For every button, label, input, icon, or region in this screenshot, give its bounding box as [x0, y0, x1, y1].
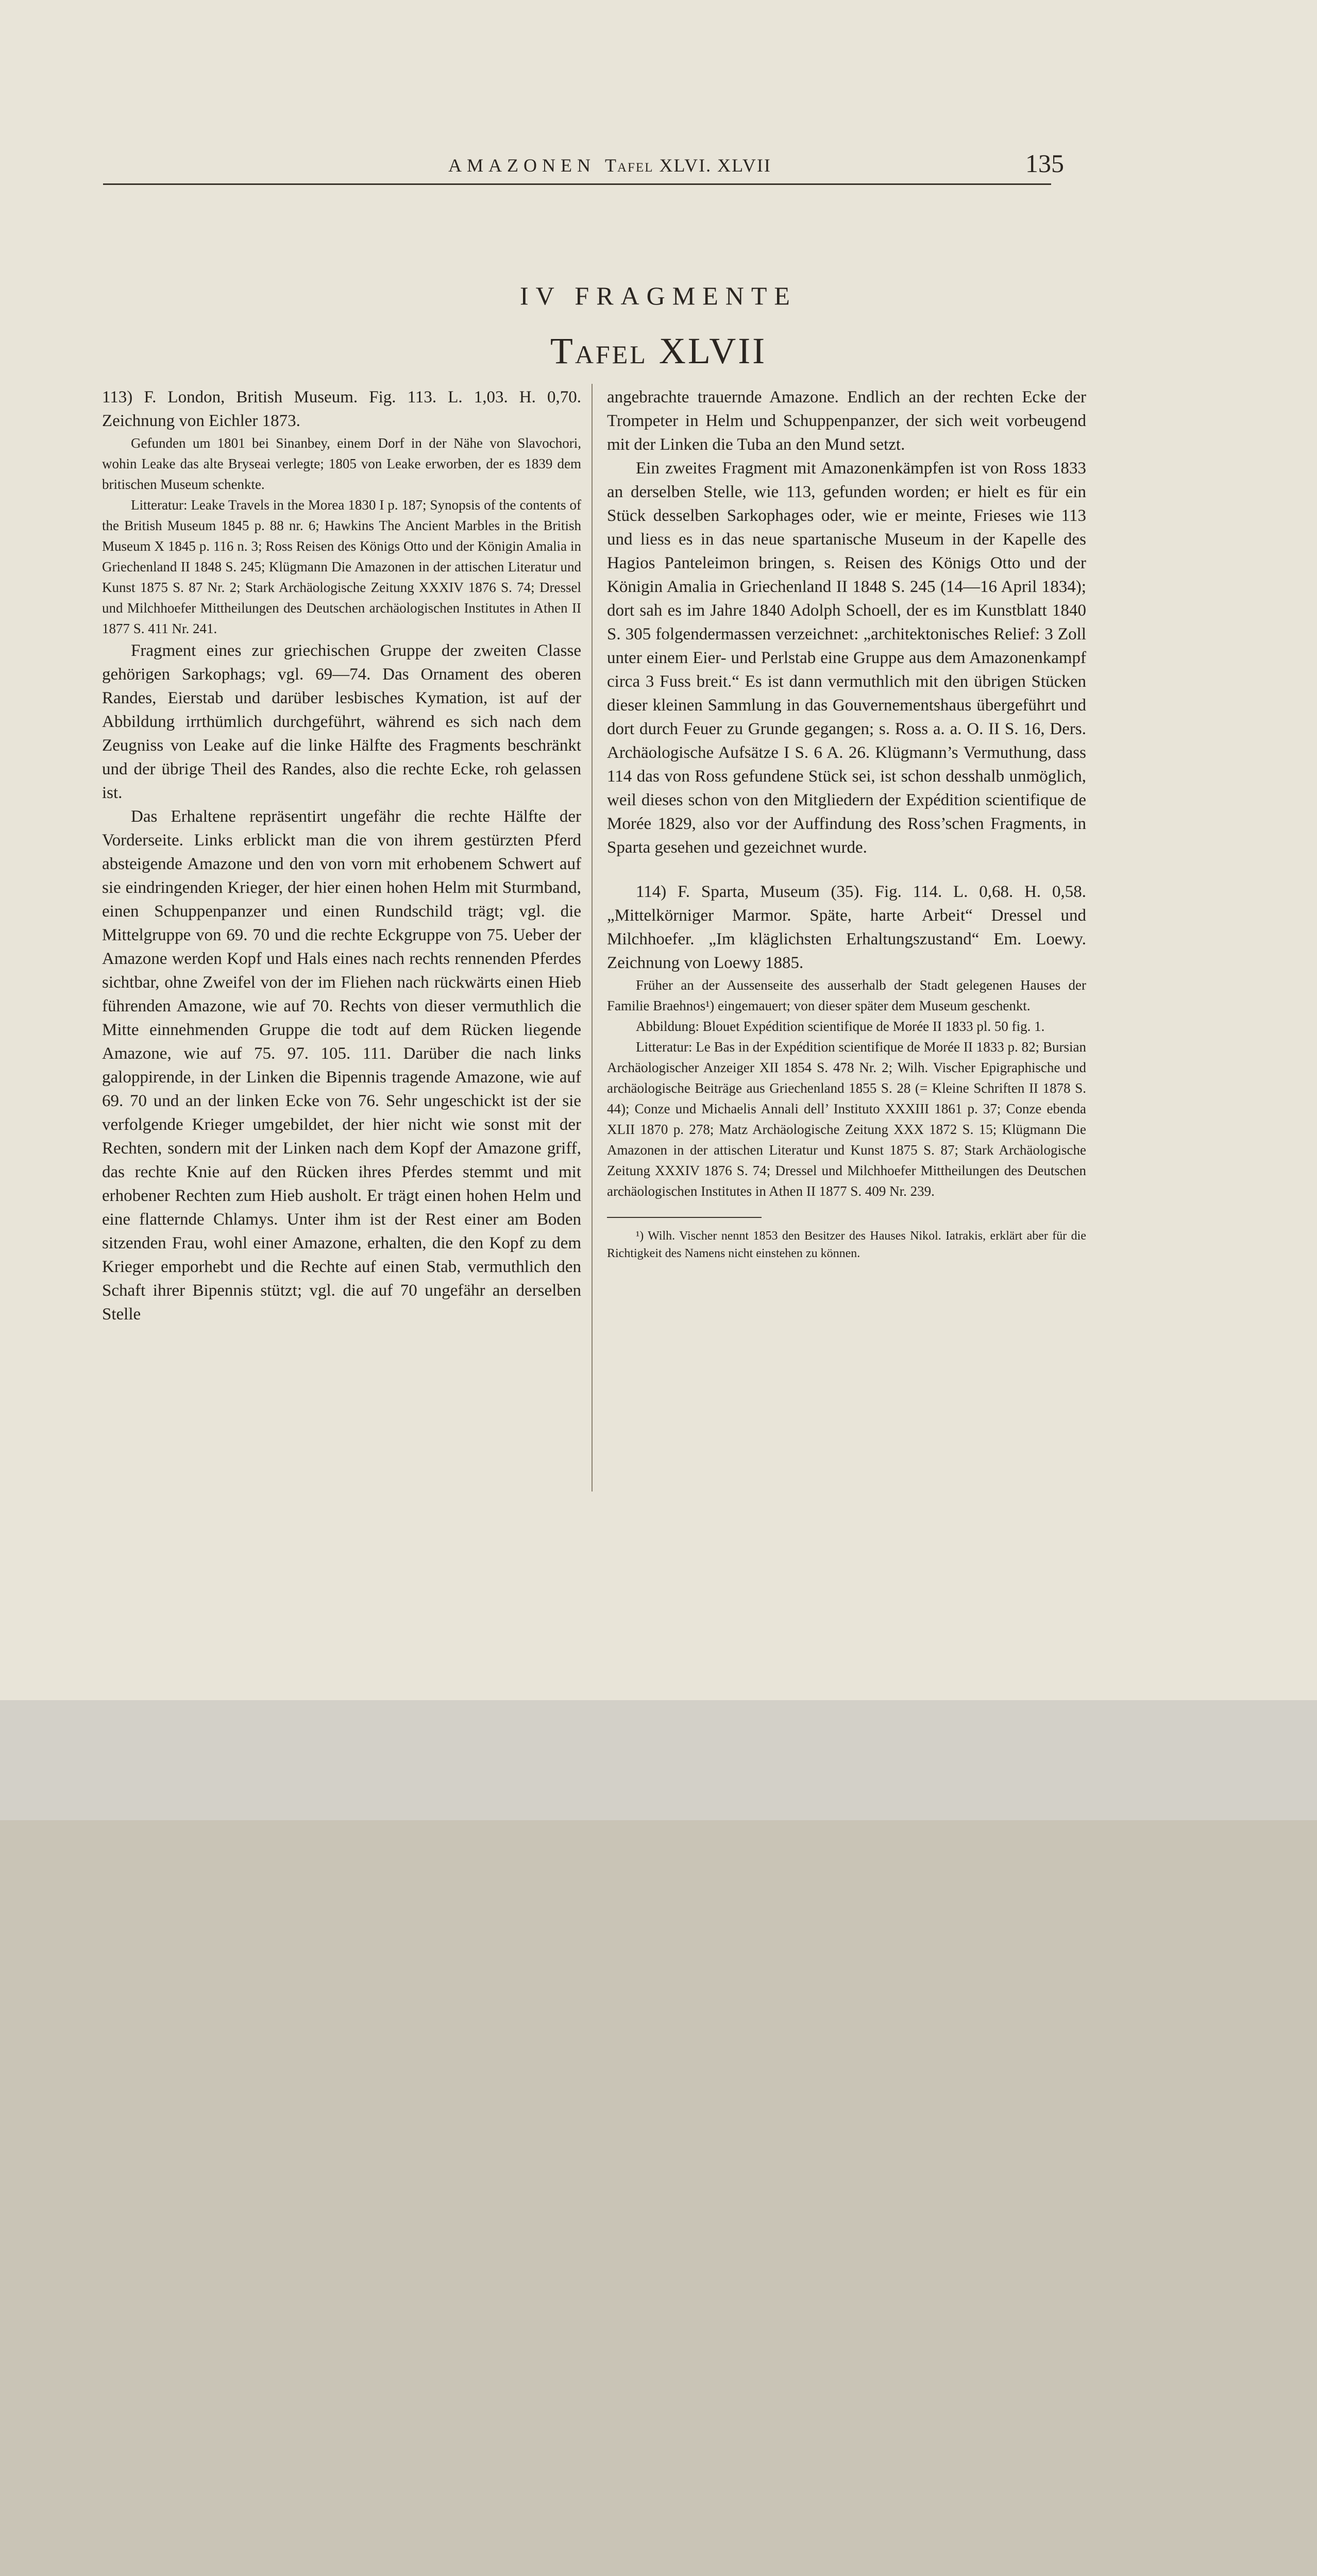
running-title: AMAZONEN	[448, 155, 596, 176]
entry-spacer	[607, 859, 1086, 880]
footnote-rule	[607, 1217, 762, 1218]
description-paragraph: angebrachte trauernde Amazone. Endlich an der rechten Ecke der Trompeter in Helm und Schuppenpanzer, der sich weit vorbeugend mit der Linken die Tuba an den Mund setzt.	[607, 388, 1086, 454]
illustration-note: Abbildung: Blouet Expédition scientifique de Morée II 1833 pl. 50 fig. 1.	[636, 1019, 1045, 1034]
running-plate-reference: Tafel XLVI. XLVII	[604, 155, 771, 176]
literature-note: Litteratur: Le Bas in der Expédition scientifique de Morée II 1833 p. 82; Bursian Archäologischer Anzeiger XII 1854 S. 478 Nr. 2; Wilh. Vischer Epigraphische und archäologische Beiträge aus Griechenland 1855 S. 28 (= Kleine Schriften II 1878 S. 44); Conze und Michaelis Annali dell’ Instituto XXXIII 1861 p. 37; Conze ebenda XLII 1870 p. 278; Matz Archäologische Zeitung XXX 1872 S. 15; Klügmann Die Amazonen in der attischen Literatur und Kunst 1875 S. 87; Stark Archäologische Zeitung XXXIV 1876 S. 74; Dressel und Milchhoefer Mittheilungen des Deutschen archäologischen Institutes in Athen II 1877 S. 409 Nr. 239.	[607, 1039, 1086, 1199]
footnote: ¹) Wilh. Vischer nennt 1853 den Besitzer des Hauses Nikol. Iatrakis, erklärt aber für die Richtigkeit des Namens nicht einstehen zu können.	[607, 1229, 1086, 1260]
description-paragraph: Ein zweites Fragment mit Amazonenkämpfen ist von Ross 1833 an derselben Stelle, wie 113, gefunden worden; er hielt es für ein Stück desselben Sarkophages oder, wie er meinte, Frieses wie 113 und liess es in das neue spartanische Museum in der Kapelle des Hagios Panteleimon bringen, s. Reisen des Königs Otto und der Königin Amalia in Griechenland II 1848 S. 245 (14—16 April 1834); dort sah es im Jahre 1840 Adolph Schoell, der es im Kunstblatt 1840 S. 305 folgendermassen verzeichnet: „architektonisches Relief: 3 Zoll unter einem Eier- und Perlstab eine Gruppe aus dem Amazonenkampf circa 3 Fuss breit.“ Es ist dann vermuthlich mit den übrigen Stücken dieser kleinen Sammlung in das Gouvernementshaus übergeführt und dort durch Feuer zu Grunde gegangen; s. Ross a. a. O. II S. 16, Ders. Archäologische Aufsätze I S. 6 A. 26. Klügmann’s Vermuthung, dass 114 das von Ross gefundene Stück sei, ist schon desshalb unmöglich, weil dieses schon von den Mitgliedern der Expédition scientifique de Morée 1829, also vor der Auffindung des Ross’schen Fragments, in Sparta gesehen und gezeichnet wurde.	[607, 459, 1086, 857]
plate-title: Tafel XLVII	[550, 330, 767, 371]
digitization-footer	[0, 1700, 1317, 1820]
description-paragraph: Das Erhaltene repräsentirt ungefähr die rechte Hälfte der Vorderseite. Links erblickt man die von ihrem gestürzten Pferd absteigende Amazone und den von vorn mit erhobenem Schwert auf sie eindringenden Krieger, der hier einen hohen Helm mit Sturmband, einen Schuppenpanzer und einen Rundschild trägt; vgl. die Mittelgruppe von 69. 70 und die rechte Eckgruppe von 75. Ueber der Amazone werden Kopf und Hals eines nach rechts rennenden Pferdes sichtbar, ohne Zweifel von der im Fliehen nach rückwärts einen Hieb führenden Amazone, wie auf 70. Rechts von dieser vermuthlich die Mitte einnehmenden Gruppe die todt auf dem Rücken liegende Amazone, wie auf 75. 97. 105. 111. Darüber die nach links galoppirende, in der Linken die Bipennis tragende Amazone, wie auf 69. 70 und an der linken Ecke von 76. Sehr ungeschickt ist der sie verfolgende Krieger umgebildet, der hier nicht wie sonst mit der Rechten, sondern mit der Linken nach dem Kopf der Amazone griff, das rechte Knie auf den Rücken ihres Pferdes stemmt und mit erhobener Rechten zum Hieb ausholt. Er trägt einen hohen Helm und eine flatternde Chlamys. Unter ihm ist der Rest einer am Boden sitzenden Frau, wohl einer Amazone, erhalten, die den Kopf zu dem Krieger emporhebt und die Rechte auf einen Stab, vermuthlich den Schaft ihrer Bipennis stützt; vgl. die auf 70 ungefähr an derselben Stelle	[102, 807, 581, 1324]
findspot-note: Gefunden um 1801 bei Sinanbey, einem Dorf in der Nähe von Slavochori, wohin Leake das alte Bryseai verlegte; 1805 von Leake erworben, der es 1839 dem britischen Museum schenkte.	[102, 435, 581, 492]
column-divider	[592, 384, 593, 1492]
catalogue-entry-114: 114) F. Sparta, Museum (35). Fig. 114. L. 0,68. H. 0,58. „Mittelkörniger Marmor. Späte, harte Arbeit“ Dressel und Milchhoefer. „Im kläglichsten Erhaltungszustand“ Em. Loewy. Zeichnung von Loewy 1885.	[607, 883, 1086, 972]
literature-note: Litteratur: Leake Travels in the Morea 1830 I p. 187; Synopsis of the contents of the British Museum 1845 p. 88 nr. 6; Hawkins The Ancient Marbles in the British Museum X 1845 p. 116 n. 3; Ross Reisen des Königs Otto und der Königin Amalia in Griechenland II 1848 S. 245; Klügmann Die Amazonen in der attischen Literatur und Kunst 1875 S. 87 Nr. 2; Stark Archäologische Zeitung XXXIV 1876 S. 74; Dressel und Milchhoefer Mittheilungen des Deutschen archäologischen Institutes in Athen II 1877 S. 411 Nr. 241.	[102, 497, 581, 636]
right-column	[607, 385, 1086, 1262]
description-paragraph: Fragment eines zur griechischen Gruppe der zweiten Classe gehörigen Sarkophags; vgl. 69—74. Das Ornament des oberen Randes, Eierstab und darüber lesbisches Kymation, ist auf der Abbildung irrthümlich durchgeführt, während es sich nach dem Zeugniss von Leake auf die linke Hälfte des Fragments beschränkt und der übrige Theil des Randes, also die rechte Ecke, roh gelassen ist.	[102, 641, 581, 802]
header-rule	[103, 183, 1051, 185]
left-column	[102, 385, 581, 1326]
page-number: 135	[1025, 149, 1064, 178]
running-header	[448, 155, 771, 176]
provenance-note: Früher an der Aussenseite des ausserhalb der Stadt gelegenen Hauses der Familie Braehnos¹) eingemauert; von dieser später dem Museum geschenkt.	[607, 977, 1086, 1013]
catalogue-entry-113: 113) F. London, British Museum. Fig. 113. L. 1,03. H. 0,70. Zeichnung von Eichler 1873.	[102, 388, 581, 430]
section-title: IV FRAGMENTE	[520, 281, 797, 310]
